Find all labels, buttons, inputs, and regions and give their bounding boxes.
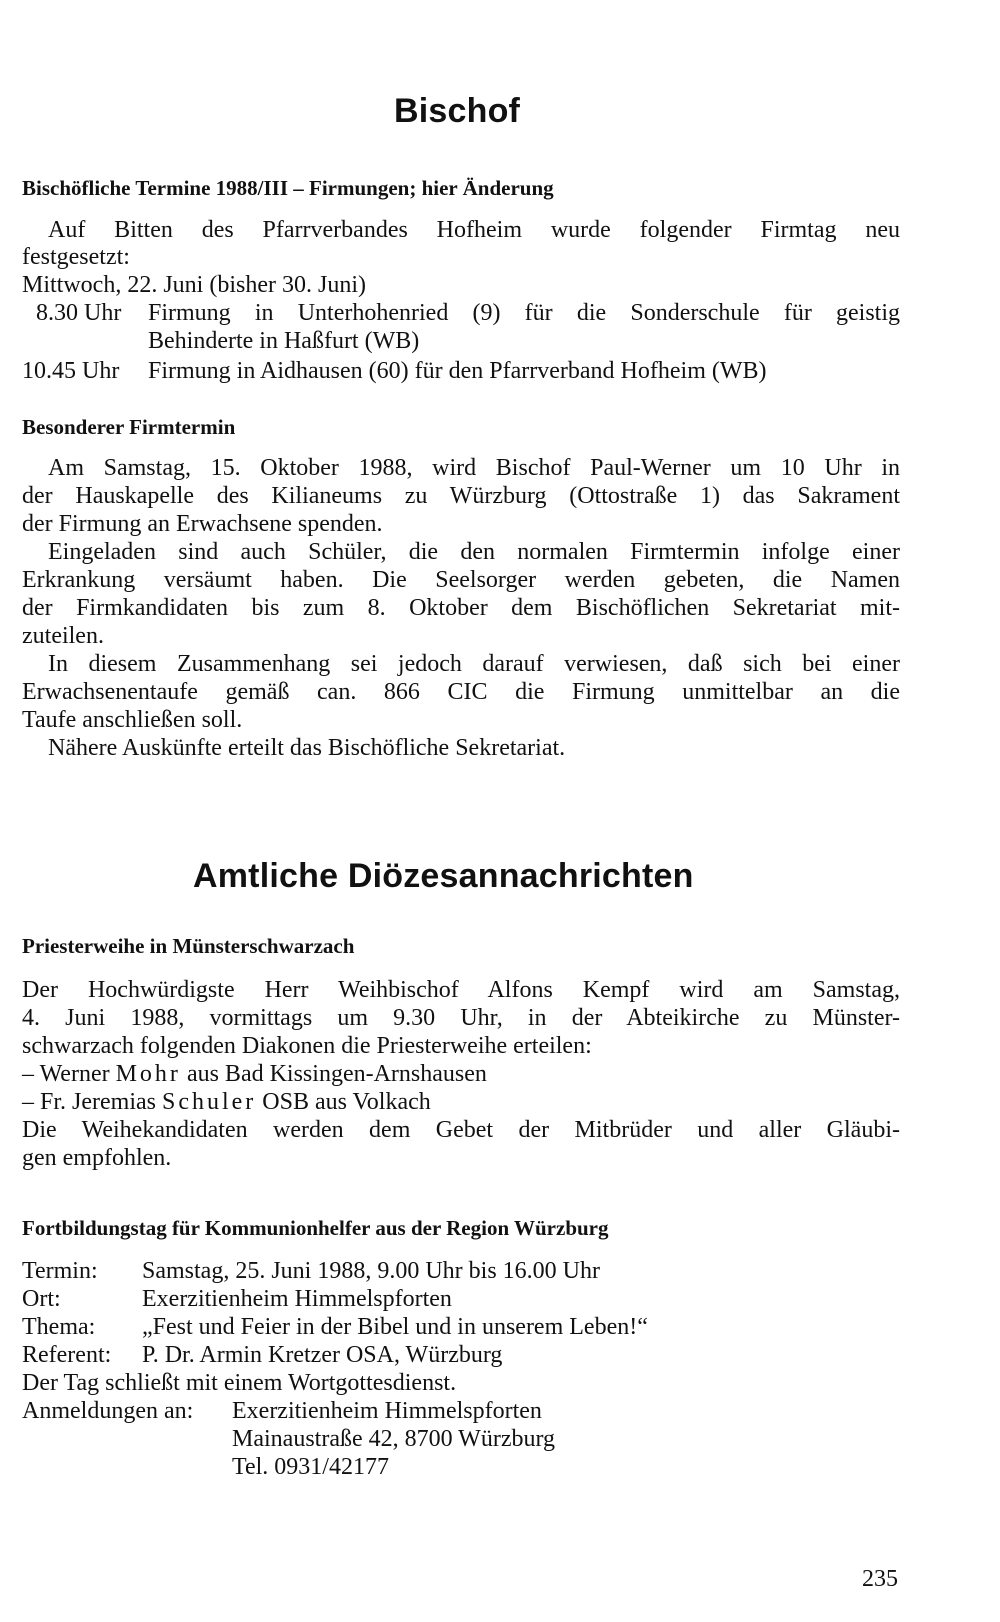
candidate-prefix: – Werner [22,1061,110,1087]
registration-label: Anmeldungen an: [22,1398,194,1424]
paragraph-line: der Firmung an Erwachsene spenden. [22,511,383,537]
info-value: „Fest und Feier in der Bibel und in unserem Leben!“ [142,1314,648,1340]
paragraph-line: Erwachsenentaufe gemäß can. 866 CIC die Firmung unmittelbar an die [22,679,900,705]
info-label: Termin: [22,1258,98,1284]
paragraph-line: Am Samstag, 15. Oktober 1988, wird Bischof Paul-Werner um 10 Uhr in [48,455,900,481]
paragraph-line: 4. Juni 1988, vormittags um 9.30 Uhr, in der Abteikirche zu Münster- [22,1005,900,1031]
paragraph-line: schwarzach folgenden Diakonen die Priesterweihe erteilen: [22,1033,592,1059]
section-title-bischof: Bischof [394,92,521,130]
address-line: Tel. 0931/42177 [232,1454,389,1480]
candidate-suffix: aus Bad Kissingen-Arnshausen [186,1061,487,1087]
article-heading-termine: Bischöfliche Termine 1988/III – Firmungen; hier Änderung [22,176,554,200]
paragraph-line: der Firmkandidaten bis zum 8. Oktober dem Bischöflichen Sekretariat mit- [22,595,900,621]
candidate-surname: Mohr [115,1061,181,1087]
candidate-line [22,1060,487,1088]
paragraph-line: Nähere Auskünfte erteilt das Bischöfliche Sekretariat. [48,735,566,761]
paragraph-line: festgesetzt: [22,244,130,270]
date-line: Mittwoch, 22. Juni (bisher 30. Juni) [22,272,366,298]
paragraph-line: Die Weihekandidaten werden dem Gebet der Mitbrüder und aller Gläubi- [22,1117,900,1143]
candidate-prefix: – Fr. Jeremias [22,1089,156,1115]
paragraph-line: Auf Bitten des Pfarrverbandes Hofheim wurde folgender Firmtag neu [48,217,900,243]
paragraph-line: In diesem Zusammenhang sei jedoch darauf verwiesen, daß sich bei einer [48,651,900,677]
info-value: Samstag, 25. Juni 1988, 9.00 Uhr bis 16.00 Uhr [142,1258,600,1284]
info-label: Thema: [22,1314,96,1340]
info-label: Referent: [22,1342,112,1368]
paragraph-line: Erkrankung versäumt haben. Die Seelsorger werden gebeten, die Namen [22,567,900,593]
entry-text: Firmung in Aidhausen (60) für den Pfarrverband Hofheim (WB) [148,358,767,384]
info-value: Exerzitienheim Himmelspforten [142,1286,452,1312]
note-line: Der Tag schließt mit einem Wortgottesdienst. [22,1370,457,1396]
paragraph-line: Taufe anschließen soll. [22,707,243,733]
entry-text-cont: Behinderte in Haßfurt (WB) [148,328,420,354]
address-line: Exerzitienheim Himmelspforten [232,1398,542,1424]
candidate-line [22,1088,431,1116]
candidate-surname: Schuler [161,1089,257,1115]
article-heading-fortbildungstag: Fortbildungstag für Kommunionhelfer aus der Region Würzburg [22,1216,609,1240]
paragraph-line: Der Hochwürdigste Herr Weihbischof Alfons Kempf wird am Samstag, [22,977,900,1003]
entry-time: 10.45 Uhr [22,358,120,384]
paragraph-line: der Hauskapelle des Kilianeums zu Würzburg (Ottostraße 1) das Sakrament [22,483,900,509]
section-title-diozesannachrichten: Amtliche Diözesannachrichten [193,857,694,895]
paragraph-line: zuteilen. [22,623,104,649]
address-line: Mainaustraße 42, 8700 Würzburg [232,1426,556,1452]
entry-text: Firmung in Unterhohenried (9) für die Sonderschule für geistig [148,300,900,326]
info-label: Ort: [22,1286,61,1312]
candidate-suffix: OSB aus Volkach [262,1089,431,1115]
info-value: P. Dr. Armin Kretzer OSA, Würzburg [142,1342,503,1368]
entry-time: 8.30 Uhr [36,300,122,326]
page-number: 235 [862,1566,898,1592]
paragraph-line: Eingeladen sind auch Schüler, die den normalen Firmtermin infolge einer [48,539,900,565]
paragraph-line: gen empfohlen. [22,1145,172,1171]
article-heading-priesterweihe: Priesterweihe in Münsterschwarzach [22,934,355,958]
article-heading-firmtermin: Besonderer Firmtermin [22,415,236,439]
